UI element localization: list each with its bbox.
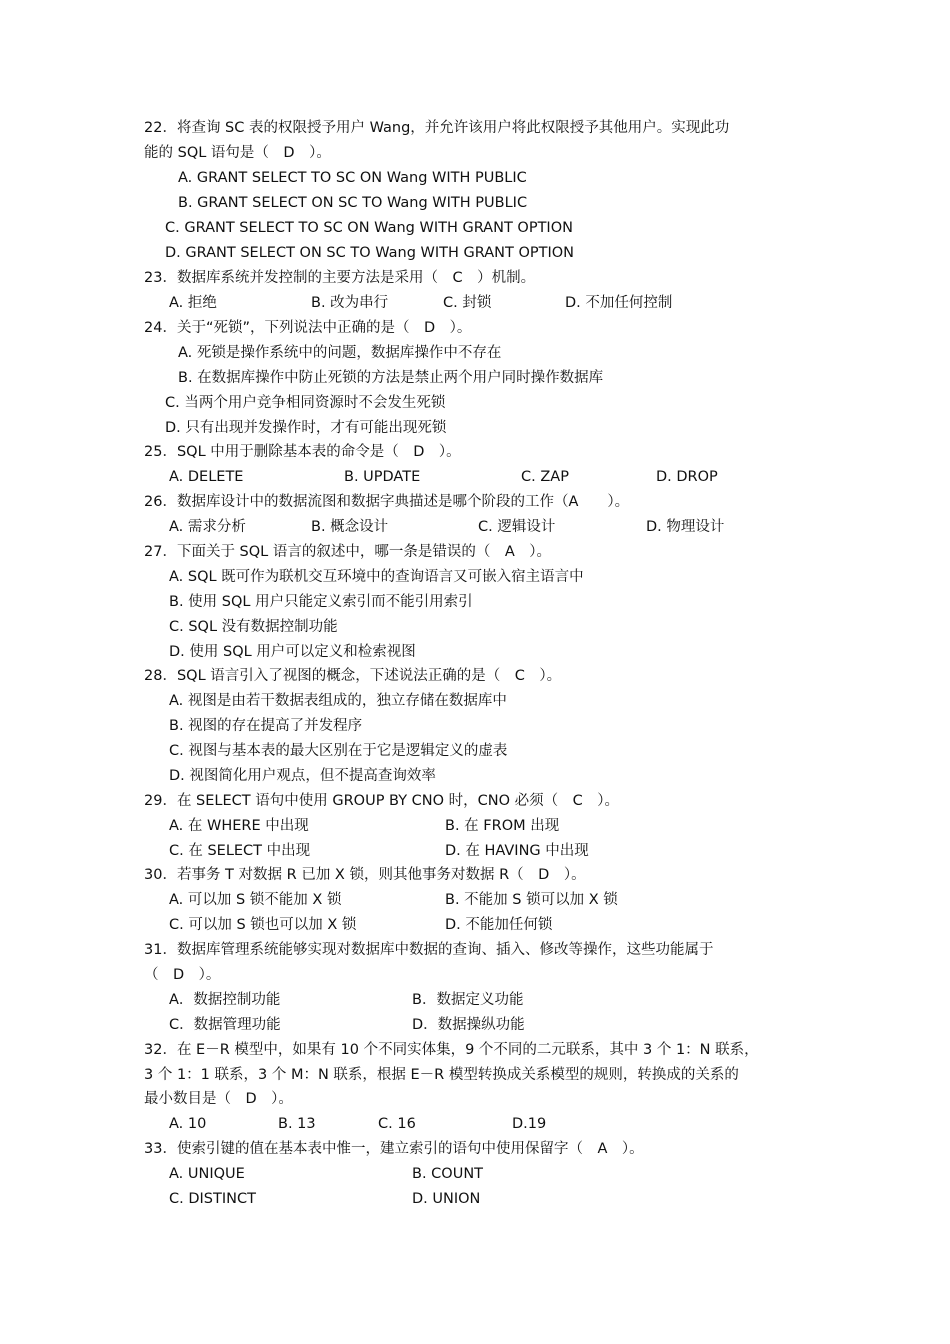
question-23-option-a: A. 拒绝 xyxy=(169,295,217,311)
question-28-option-d: D. 视图简化用户观点，但不提高查询效率 xyxy=(169,768,436,784)
question-28-stem: 28．SQL 语言引入了视图的概念，下述说法正确的是（ C ）。 xyxy=(144,668,562,684)
question-32-stem-line3: 最小数目是（ D ）。 xyxy=(144,1091,293,1107)
question-32-stem-line2: 3 个 1：1 联系，3 个 M：N 联系，根据 E－R 模型转换成关系模型的规则，转换成的关系的 xyxy=(144,1067,739,1083)
question-33-option-d: D. UNION xyxy=(412,1191,481,1207)
question-32-option-a: A. 10 xyxy=(169,1116,207,1132)
question-23-option-c: C. 封锁 xyxy=(443,295,492,311)
question-31-option-c: C．数据管理功能 xyxy=(169,1017,281,1033)
question-29-option-b: B. 在 FROM 出现 xyxy=(445,818,560,834)
question-32-option-d: D.19 xyxy=(512,1116,547,1132)
question-22-option-b: B. GRANT SELECT ON SC TO Wang WITH PUBLIC xyxy=(178,195,528,211)
question-32-stem-line1: 32．在 E－R 模型中，如果有 10 个不同实体集，9 个不同的二元联系，其中 3 个 1：N 联系， xyxy=(144,1042,759,1058)
question-31-option-a: A．数据控制功能 xyxy=(169,992,281,1008)
question-23-option-d: D. 不加任何控制 xyxy=(565,295,673,311)
question-26-stem: 26．数据库设计中的数据流图和数据字典描述是哪个阶段的工作（A ）。 xyxy=(144,494,630,510)
question-27-option-d: D. 使用 SQL 用户可以定义和检索视图 xyxy=(169,644,416,660)
question-33-option-a: A. UNIQUE xyxy=(169,1166,245,1182)
question-28-option-a: A. 视图是由若干数据表组成的，独立存储在数据库中 xyxy=(169,693,507,709)
question-22-stem-line1: 22．将查询 SC 表的权限授予用户 Wang，并允许该用户将此权限授予其他用户。实现此功 xyxy=(144,120,730,136)
question-29-option-d: D. 在 HAVING 中出现 xyxy=(445,843,589,859)
question-32-option-b: B. 13 xyxy=(278,1116,316,1132)
question-28-option-c: C. 视图与基本表的最大区别在于它是逻辑定义的虚表 xyxy=(169,743,508,759)
question-30-stem: 30．若事务 T 对数据 R 已加 X 锁，则其他事务对数据 R（ D ）。 xyxy=(144,867,586,883)
question-27-stem: 27．下面关于 SQL 语言的叙述中，哪一条是错误的（ A ）。 xyxy=(144,544,552,560)
question-33-option-b: B. COUNT xyxy=(412,1166,484,1182)
question-33-option-c: C. DISTINCT xyxy=(169,1191,256,1207)
question-24-option-b: B. 在数据库操作中防止死锁的方法是禁止两个用户同时操作数据库 xyxy=(178,370,604,386)
question-28-option-b: B. 视图的存在提高了并发程序 xyxy=(169,718,363,734)
question-25-option-b: B. UPDATE xyxy=(344,469,421,485)
question-33-stem: 33．使索引键的值在基本表中惟一，建立索引的语句中使用保留字（ A ）。 xyxy=(144,1141,644,1157)
question-30-option-b: B. 不能加 S 锁可以加 X 锁 xyxy=(445,892,618,908)
question-27-option-c: C. SQL 没有数据控制功能 xyxy=(169,619,338,635)
question-25-option-a: A. DELETE xyxy=(169,469,244,485)
question-25-stem: 25．SQL 中用于删除基本表的命令是（ D ）。 xyxy=(144,444,461,460)
question-30-option-a: A. 可以加 S 锁不能加 X 锁 xyxy=(169,892,342,908)
question-22-option-a: A. GRANT SELECT TO SC ON Wang WITH PUBLIC xyxy=(178,170,527,186)
question-31-option-d: D．数据操纵功能 xyxy=(412,1017,525,1033)
question-26-option-b: B. 概念设计 xyxy=(311,519,389,535)
question-30-option-d: D. 不能加任何锁 xyxy=(445,917,553,933)
question-24-option-a: A. 死锁是操作系统中的问题，数据库操作中不存在 xyxy=(178,345,502,361)
question-31-stem-line2: （ D ）。 xyxy=(144,967,221,983)
question-22-option-d: D. GRANT SELECT ON SC TO Wang WITH GRANT OPTION xyxy=(165,245,575,261)
question-26-option-a: A. 需求分析 xyxy=(169,519,246,535)
question-31-stem-line1: 31．数据库管理系统能够实现对数据库中数据的查询、插入、修改等操作，这些功能属于 xyxy=(144,942,714,958)
question-29-option-c: C. 在 SELECT 中出现 xyxy=(169,843,311,859)
question-29-stem: 29．在 SELECT 语句中使用 GROUP BY CNO 时，CNO 必须（ C ）。 xyxy=(144,793,620,809)
question-24-option-c: C. 当两个用户竞争相同资源时不会发生死锁 xyxy=(165,395,446,411)
question-29-option-a: A. 在 WHERE 中出现 xyxy=(169,818,309,834)
question-30-option-c: C. 可以加 S 锁也可以加 X 锁 xyxy=(169,917,357,933)
question-27-option-a: A. SQL 既可作为联机交互环境中的查询语言又可嵌入宿主语言中 xyxy=(169,569,584,585)
question-23-option-b: B. 改为串行 xyxy=(311,295,389,311)
question-23-stem: 23．数据库系统并发控制的主要方法是采用（ C ）机制。 xyxy=(144,270,536,286)
question-22-stem-line2: 能的 SQL 语句是（ D ）。 xyxy=(144,145,331,161)
question-22-option-c: C. GRANT SELECT TO SC ON Wang WITH GRANT OPTION xyxy=(165,220,573,236)
question-31-option-b: B．数据定义功能 xyxy=(412,992,524,1008)
question-26-option-d: D. 物理设计 xyxy=(646,519,725,535)
question-24-option-d: D. 只有出现并发操作时，才有可能出现死锁 xyxy=(165,420,447,436)
question-32-option-c: C. 16 xyxy=(378,1116,416,1132)
question-26-option-c: C. 逻辑设计 xyxy=(478,519,556,535)
question-25-option-d: D. DROP xyxy=(656,469,718,485)
question-27-option-b: B. 使用 SQL 用户只能定义索引而不能引用索引 xyxy=(169,594,473,610)
question-24-stem: 24．关于“死锁”，下列说法中正确的是（ D ）。 xyxy=(144,320,472,336)
question-25-option-c: C. ZAP xyxy=(521,469,569,485)
